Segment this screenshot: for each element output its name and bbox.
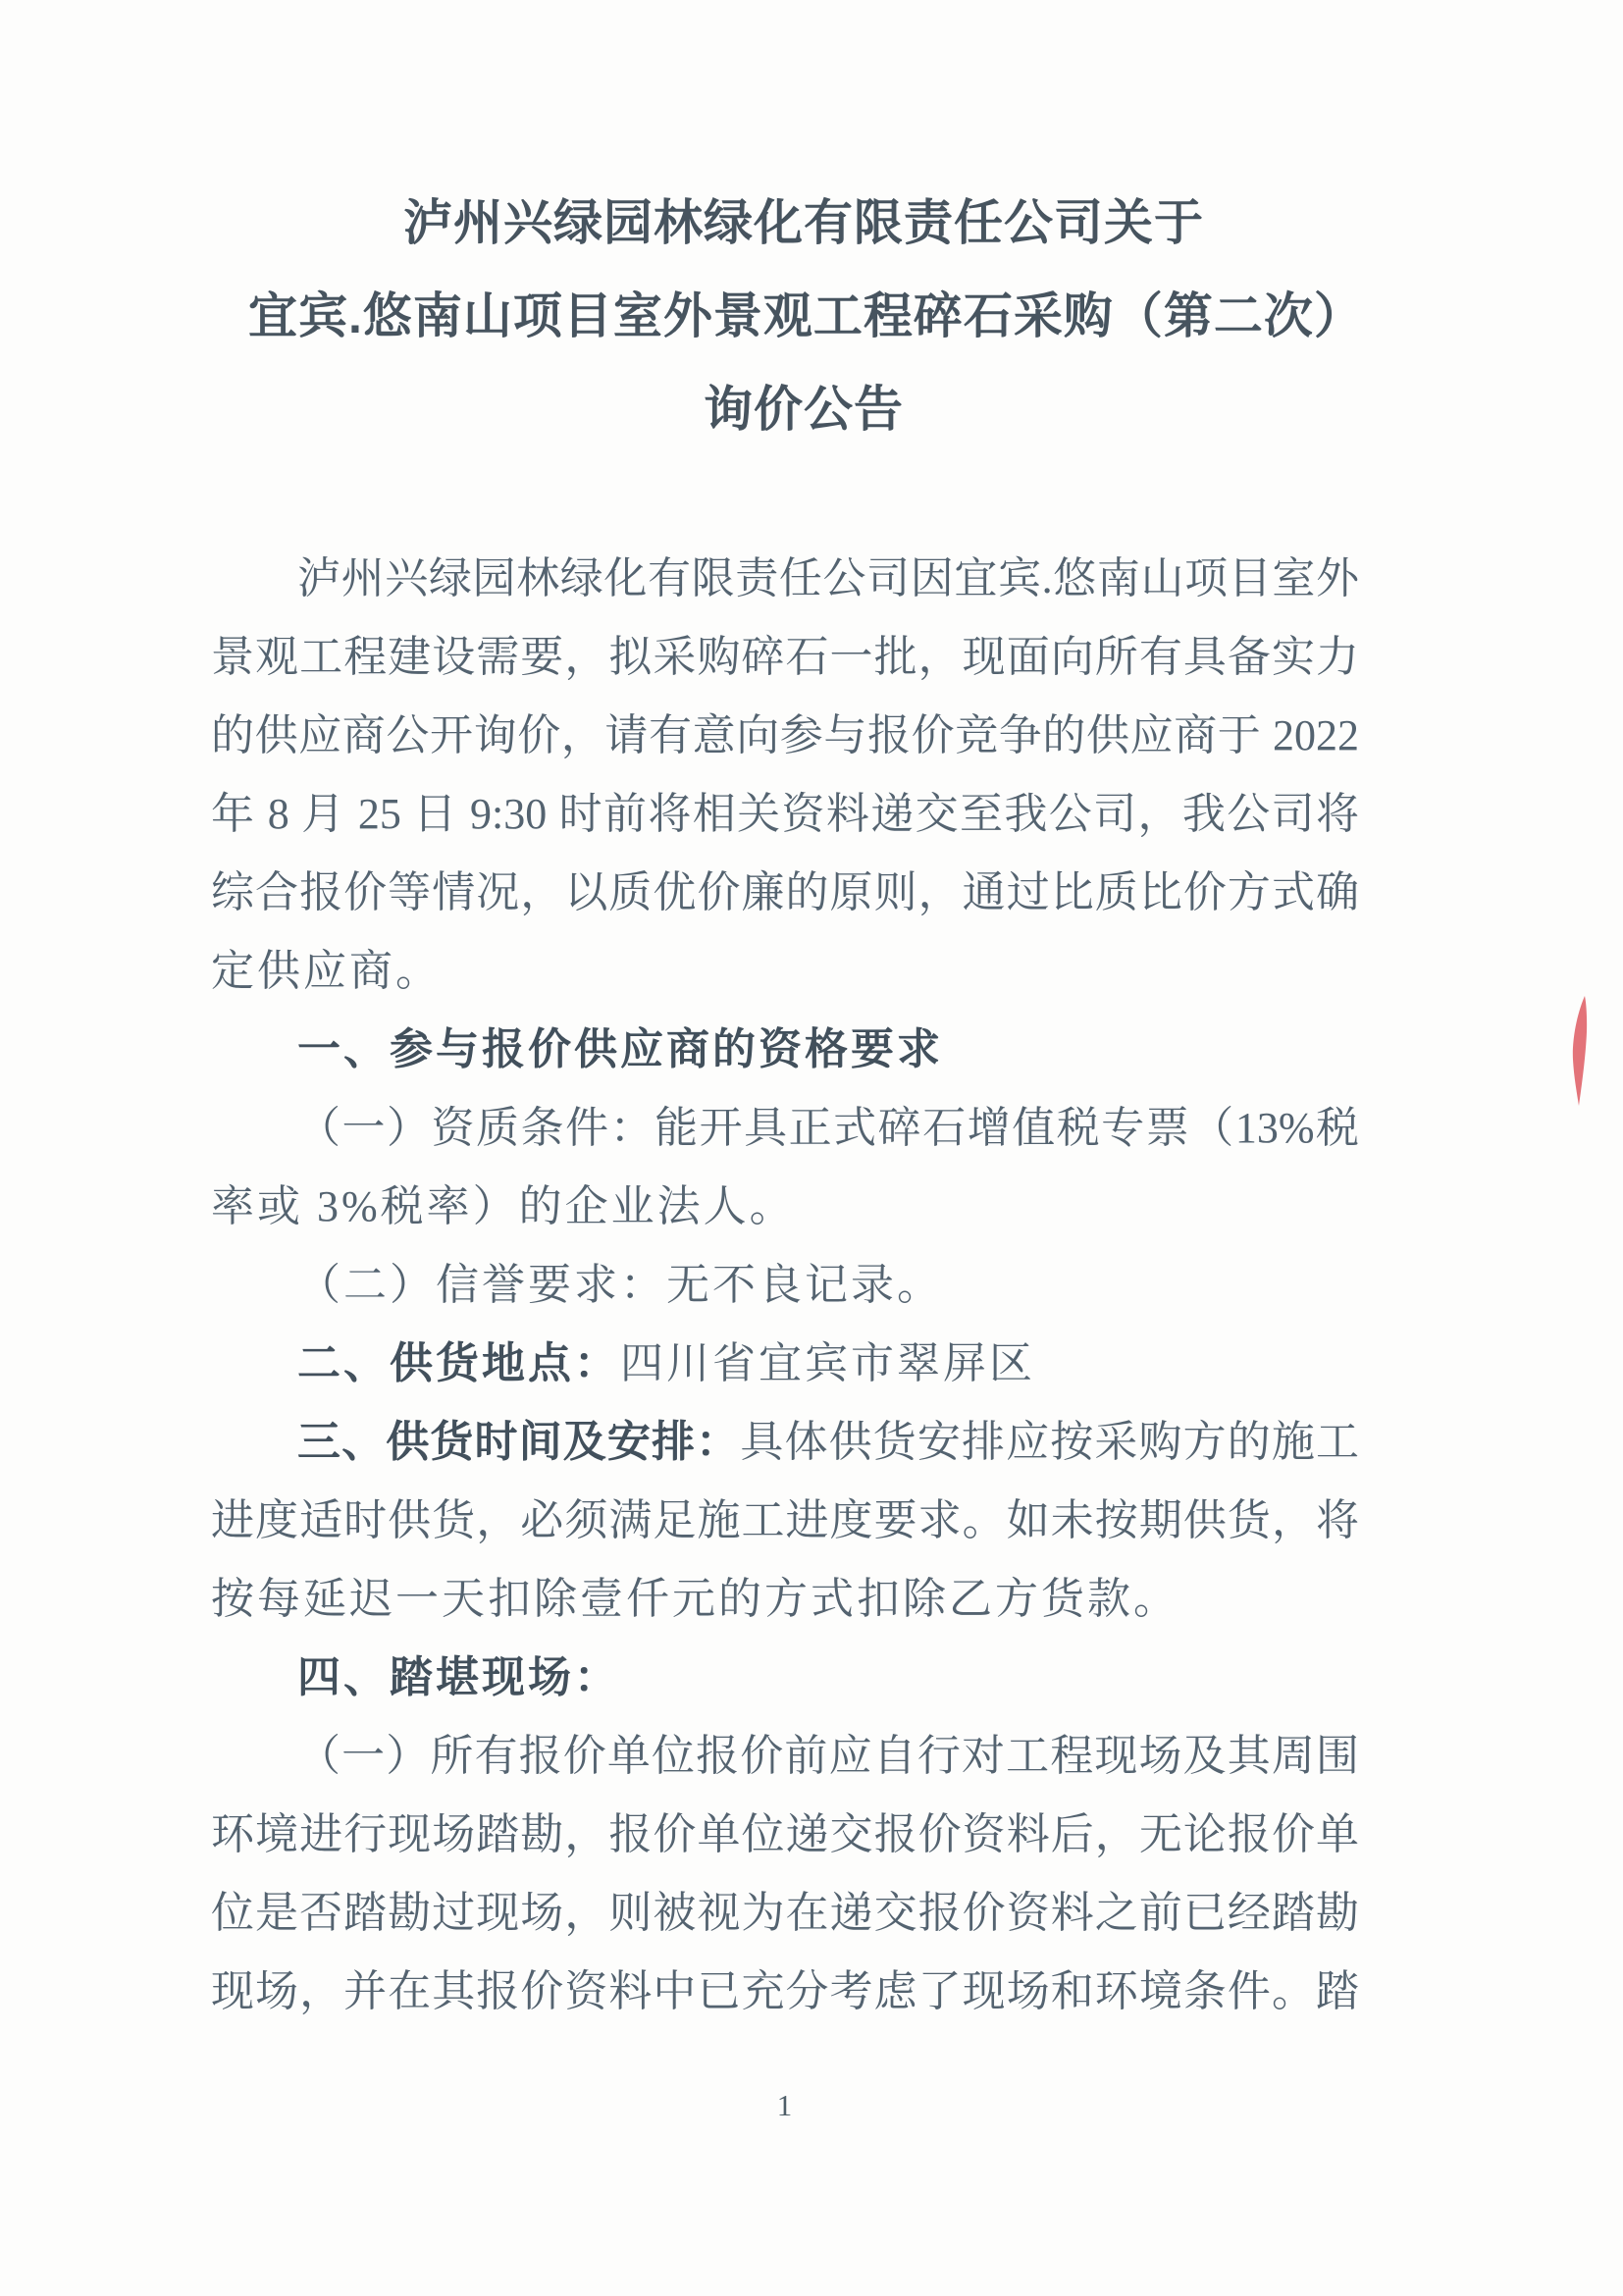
body-segment: 定供应商。 <box>211 947 442 995</box>
body-segment: 具体供货安排应按采购方的施工 <box>740 1418 1360 1466</box>
document-body <box>211 540 1359 2031</box>
body-line <box>211 618 1359 697</box>
body-segment: 四川省宜宾市翠屏区 <box>620 1339 1035 1387</box>
body-segment: （一）资质条件：能开具正式碎石增值税专票（13%税 <box>297 1104 1359 1152</box>
body-segment-bold: 四、踏堪现场： <box>297 1653 620 1701</box>
body-line <box>211 1874 1359 1953</box>
body-segment: 按每延迟一天扣除壹仟元的方式扣除乙方货款。 <box>211 1575 1179 1623</box>
body-segment: 泸州兴绿园林绿化有限责任公司因宜宾.悠南山项目室外 <box>297 554 1359 602</box>
body-line <box>211 540 1359 618</box>
red-pen-mark <box>1570 995 1590 1107</box>
body-line <box>211 1246 1359 1325</box>
body-segment: 年 8 月 25 日 9:30 时前将相关资料递交至我公司，我公司将 <box>211 790 1359 838</box>
body-line <box>211 1089 1359 1168</box>
body-line <box>211 1482 1359 1560</box>
body-segment: （一）所有报价单位报价前应自行对工程现场及其周围 <box>297 1732 1359 1780</box>
page-number: 1 <box>776 2088 794 2122</box>
body-line <box>211 1168 1359 1246</box>
body-segment: 的供应商公开询价，请有意向参与报价竞争的供应商于 2022 <box>211 711 1359 759</box>
body-segment: 位是否踏勘过现场，则被视为在递交报价资料之前已经踏勘 <box>211 1889 1359 1937</box>
body-line <box>211 1325 1359 1403</box>
body-segment: 综合报价等情况，以质优价廉的原则，通过比质比价方式确 <box>211 868 1359 916</box>
body-line <box>211 1560 1359 1639</box>
body-segment: 率或 3%税率）的企业法人。 <box>211 1182 796 1230</box>
body-line <box>211 1639 1359 1717</box>
body-segment: （二）信誉要求：无不良记录。 <box>297 1261 943 1309</box>
red-pen-mark-shape <box>1573 996 1587 1106</box>
body-segment: 进度适时供货，必须满足施工进度要求。如未按期供货，将 <box>211 1496 1359 1544</box>
body-segment: 景观工程建设需要，拟采购碎石一批，现面向所有具备实力 <box>211 633 1359 681</box>
body-line <box>211 1403 1359 1482</box>
title-line-1: 泸州兴绿园林绿化有限责任公司关于 <box>403 195 1204 250</box>
title-line-3: 询价公告 <box>704 382 904 437</box>
document-content <box>211 177 1364 2031</box>
body-line <box>211 1953 1359 2031</box>
body-line <box>211 697 1359 775</box>
body-segment: 现场，并在其报价资料中已充分考虑了现场和环境条件。踏 <box>211 1967 1359 2015</box>
title-body-gap <box>211 456 1359 540</box>
title-line-2: 宜宾.悠南山项目室外景观工程碎石采购（第二次） <box>248 288 1364 343</box>
body-line <box>211 1796 1359 1874</box>
body-line <box>211 1717 1359 1796</box>
document-title <box>248 177 1364 456</box>
body-segment-bold: 一、参与报价供应商的资格要求 <box>297 1025 943 1073</box>
body-line <box>211 1011 1359 1089</box>
body-segment-bold: 二、供货地点： <box>297 1339 620 1387</box>
body-line <box>211 932 1359 1011</box>
body-line <box>211 854 1359 932</box>
body-line <box>211 775 1359 854</box>
body-segment: 环境进行现场踏勘，报价单位递交报价资料后，无论报价单 <box>211 1810 1359 1858</box>
body-segment-bold: 三、供货时间及安排： <box>297 1418 741 1466</box>
